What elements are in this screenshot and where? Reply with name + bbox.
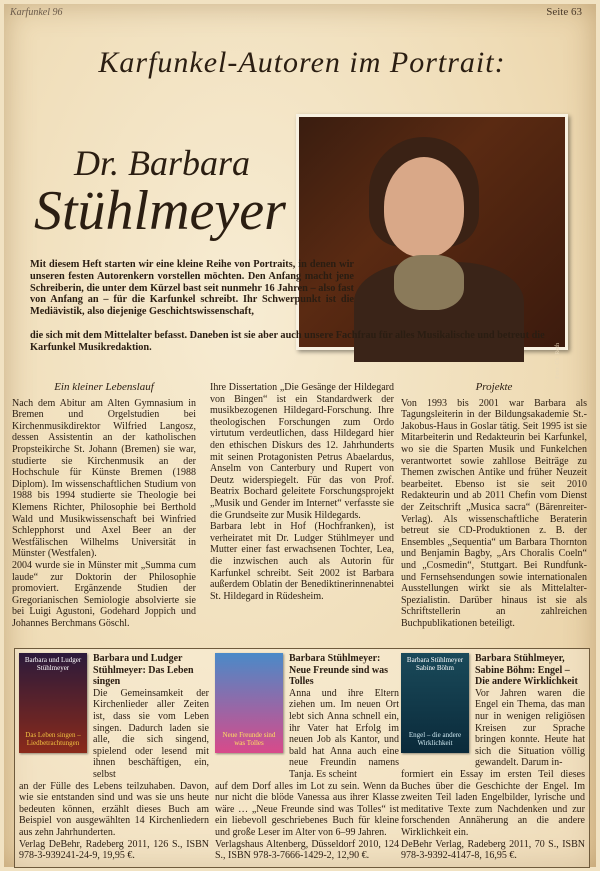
photo-credit: Foto: Ch. Roth	[555, 343, 561, 379]
author-name-last: Stühlmeyer	[34, 180, 286, 242]
book-title: Barbara Stühlmeyer, Sabine Böhm: Engel – Die andere Wirklichkeit	[475, 653, 578, 688]
book-box	[14, 648, 590, 868]
page-number: Seite 63	[546, 6, 582, 18]
paragraph: 2004 wurde sie in Münster mit „Summa cum laude“ zur Doktorin der Philosophie promoviert. Ergänzende Studien der Gregorianischen Semiologie absolvierte sie bei Luigi Agustoni, Godehard Joppich und Johannes Berchmans Göschl.	[12, 559, 196, 629]
book-publisher: Verlag DeBehr, Radeberg 2011, 126 S., ISBN 978-3-939241-24-9, 19,95 €.	[19, 838, 209, 862]
paragraph: Ihre Dissertation „Die Gesänge der Hildegard von Bingen“ ist ein Standardwerk der musikbezogenen Hildegard-Forschung. Ihre theologischen Forschungen zum Ordo virtutum verdeutlichen, dass Hildegard hier den ethischen Diskurs des 12. Jahrhunderts mit seinen Protagonisten Petrus Abaelardus, Anselm von Canterbury und Rupert von Deutz widerspiegelt. Für das von Prof. Beatrix Bochard geleitete Forschungsprojekt „Musik und Gender im Internet“ verfasste sie die Grundseite zur Musik Hildegards.	[210, 382, 394, 521]
column-research	[210, 382, 394, 602]
book-cover	[401, 653, 469, 753]
section-heading: Projekte	[475, 381, 513, 393]
issue-label: Karfunkel 96	[10, 7, 63, 18]
cover-title: Das Leben singen – Liedbetrachtungen	[25, 731, 81, 747]
column-projects	[401, 382, 587, 629]
paragraph: Barbara lebt in Hof (Hochfranken), ist verheiratet mit Dr. Ludger Stühlmeyer und Mutter einer fast erwachsenen Tochter, Lea, die inzwischen auch als Autorin für Karfunkel schreibt. Seit 2002 ist Barbara außerdem Oblatin der Benediktinerinnenabtei St. Hildegard in Rüdesheim.	[210, 521, 394, 602]
book-cover	[215, 653, 283, 753]
page-title: Karfunkel-Autoren im Portrait:	[98, 46, 506, 79]
cover-title: Engel – die andere Wirklichkeit	[408, 731, 462, 747]
book-description-continued: formiert ein Essay im ersten Teil dieses Buches über die Geschichte der Engel. Im zweiten Teil laden Engelbilder, lyrische und meditative Texte zum Nachdenken und zur forschenden Annäherung an die andere Wirklichkeit ein.	[401, 768, 585, 838]
book-description-continued: an der Fülle des Lebens teilzuhaben. Davon, wie sie entstanden sind und was sie uns heute bedeuten können, erzählt dieses Buch am Beispiel von ausgewählten 14 Kirchenliedern aus zehn Jahrhunderten.	[19, 780, 209, 838]
photo-scarf	[394, 255, 464, 310]
book-cover	[19, 653, 87, 753]
cover-top-text: Barbara und Ludger Stühlmeyer	[24, 656, 82, 672]
author-name-first: Dr. Barbara	[74, 143, 251, 183]
book-publisher: DeBehr Verlag, Radeberg 2011, 70 S., ISBN 978-3-9392-4147-8, 16,95 €.	[401, 838, 585, 862]
book-publisher: Verlagshaus Altenberg, Düsseldorf 2010, 124 S., ISBN 978-3-7666-1429-2, 12,90 €.	[215, 838, 399, 862]
magazine-page	[4, 4, 596, 867]
cover-top-text: Barbara Stühlmeyer Sabine Böhm	[406, 656, 464, 672]
book-description: Die Gemeinsamkeit der Kirchenlieder aller Zeiten ist, dass sie vom Leben singen. Dadurch laden sie alle, die sich singend, spielend oder lesend mit ihnen beschäftigen, ein, selbst	[93, 687, 209, 780]
book-item	[19, 653, 209, 862]
section-heading: Ein kleiner Lebenslauf	[54, 381, 154, 393]
intro-text: Mit diesem Heft starten wir eine kleine Reihe von Portraits, in denen wir unseren festen Autorenkern vorstellen möchten. Den Anfang macht jene Schreiberin, die unter dem Kürzel bast seit nunmehr 16 Jahren – also fast von Anfang an – für die Karfunkel schreibt. Ihr Schwerpunkt ist die Mediävistik, also diejenige Geschichtswissenschaft,	[30, 259, 354, 318]
book-description: Vor Jahren waren die Engel ein Thema, das man nur in wenigen religiösen Kreisen zur Sprache bringen konnte. Heute hat sich die Situation völlig gewandelt. Darum in-	[475, 687, 585, 769]
intro-text-continued: die sich mit dem Mittelalter befasst. Daneben ist sie aber auch unsere Fachfrau für alles Musikalische und betreut die Karfunkel Musikredaktion.	[30, 330, 545, 353]
book-description-continued: auf dem Dorf alles im Lot zu sein. Wenn da nur nicht die blöde Vanessa aus ihrer Klasse wäre … „Neue Freunde sind was Tolles“ ist ein liebevoll geschriebenes Buch für kleine und große Leser im Alter von 6–99 Jahren.	[215, 780, 399, 838]
column-biography	[12, 382, 196, 629]
book-title: Barbara und Ludger Stühlmeyer: Das Leben singen	[93, 653, 194, 688]
cover-title: Neue Freunde sind was Tolles	[222, 731, 276, 747]
book-title: Barbara Stühlmeyer: Neue Freunde sind was Tolles	[289, 653, 388, 688]
paragraph: Nach dem Abitur am Alten Gymnasium in Bremen und Orgelstudien bei Kirchenmusikdirektor Wilfried Langosz, dessen Assistentin an der katholischen Propsteikirche St. Johann (Bremen) sie war, studierte sie Kirchenmusik an der Hochschule für Künste Bremen (1988 Diplom). Im wissenschaftlichen Studium von 1988 bis 1994 studierte sie Theologie bei Klemens Richter, Philosophie bei Berthold Wald und Musikwissenschaft bei Winfried Schlepphorst und Axel Beer an der Westfälischen Wilhelms Universität in Münster (Westfalen).	[12, 397, 196, 560]
book-description: Anna und ihre Eltern ziehen um. Im neuen Ort lebt sich Anna schnell ein, ihr Vater hat Erfolg im neuen Job als Kantor, und bald hat Anna auch eine neue Freundin namens Tanja. Es scheint	[289, 687, 399, 780]
photo-face	[384, 157, 464, 257]
book-item	[215, 653, 399, 862]
paragraph: Von 1993 bis 2001 war Barbara als Tagungsleiterin in der Bildungsakademie St.-Jakobus-Haus in Goslar tätig. Seit 1995 ist sie Mitarbeiterin und Redakteurin bei Karfunkel, wo sie die Sparten Musik und Funkelchen verantwortet sowie zahllose Beiträge zu Themen zwischen Antike und früher Neuzeit bearbeitet. Ebenso ist sie seit 2010 Redakteurin und ab 2011 Chefin vom Dienst der Zeitschrift „Musica sacra“ (Bärenreiter-Verlag). Als wissenschaftliche Beraterin betreut sie CD-Produktionen z. B. der Ensembles „Sequentia“ um Barbara Thornton und Benjamin Bagby, „Ars Choralis Coeln“ und „Cosmedin“, Stuttgart. Bei Rundfunk- und Fernsehsendungen sowie internationalen Ausstellungen wirkt sie als Mittelalter-Spezialistin. Darüber hinaus ist sie als Schriftstellerin an zahlreichen Buchpublikationen beteiligt.	[401, 397, 587, 629]
book-item	[401, 653, 585, 862]
